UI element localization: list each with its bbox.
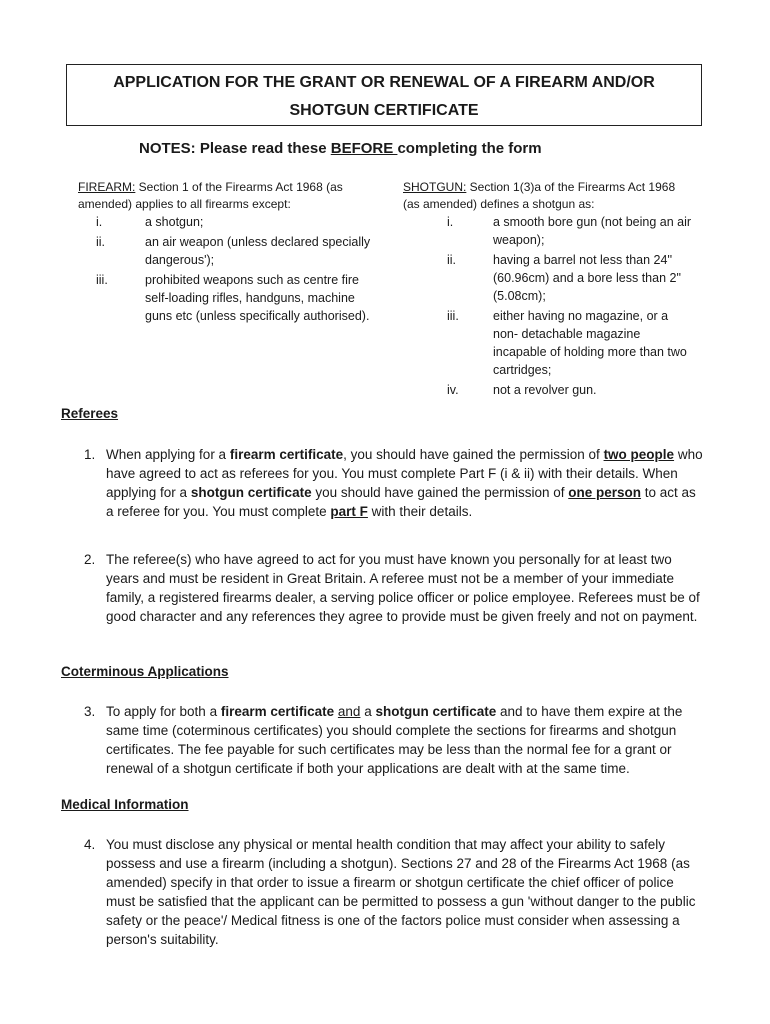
bold-underlined-text: one person	[568, 485, 642, 500]
paragraph-text	[106, 445, 704, 521]
list-item	[78, 233, 378, 269]
bold-text: shotgun certificate	[375, 704, 497, 719]
text-run: to act as a referee for you. You must complete	[106, 485, 696, 519]
notes-emphasis: BEFORE	[330, 140, 398, 157]
list-item	[78, 213, 378, 231]
shotgun-intro	[403, 179, 695, 213]
list-item-number: i.	[96, 215, 103, 229]
bold-underlined-text: two people	[603, 447, 675, 462]
notes-suffix: completing the form	[397, 140, 542, 157]
form-title-line2: SHOTGUN CERTIFICATE	[289, 102, 479, 119]
paragraph-number: 1.	[84, 447, 96, 462]
list-item-text: an air weapon (unless declared specially dangerous');	[145, 235, 371, 267]
coterminous-paragraph-3	[84, 702, 704, 778]
firearm-definition	[78, 179, 378, 327]
paragraph-text: You must disclose any physical or mental health condition that may affect your ability to safely possess and use a firearm (including a shotgun). Sections 27 and 28 of the Firearms Act 1968 (as amended) specify in that order to issue a firearm or shotgun certificate the chief officer of police must be satisfied that the applicant can be permitted to possess a gun 'without danger to the public safety or the peace'/ Medical fitness is one of the factors police must consider when assessing a person's suitability.	[106, 837, 696, 947]
shotgun-intro-text: Section 1(3)a of the Firearms Act 1968 (as amended) defines a shotgun as:	[403, 180, 676, 211]
list-item-text: having a barrel not less than 24'' (60.96cm) and a bore less than 2" (5.08cm);	[493, 253, 681, 303]
medical-heading: Medical Information	[61, 797, 189, 812]
firearm-intro-text: Section 1 of the Firearms Act 1968 (as amended) applies to all firearms except:	[78, 180, 343, 211]
paragraph-number: 4.	[84, 837, 96, 852]
firearm-exceptions-list	[78, 213, 378, 325]
coterminous-heading: Coterminous Applications	[61, 664, 229, 679]
shotgun-label: SHOTGUN:	[403, 180, 467, 194]
notes-heading	[139, 140, 542, 157]
text-run: To apply for both a	[106, 704, 221, 719]
form-title-line1: APPLICATION FOR THE GRANT OR RENEWAL OF A FIREARM AND/OR	[113, 74, 655, 91]
list-item	[403, 381, 695, 399]
list-item	[403, 213, 695, 249]
bold-text: shotgun certificate	[190, 485, 312, 500]
list-item-number: i.	[447, 215, 454, 229]
referees-paragraph-2	[84, 550, 704, 626]
firearm-label: FIREARM:	[78, 180, 136, 194]
bold-text: firearm certificate	[229, 447, 344, 462]
list-item	[403, 251, 695, 305]
underlined-text: and	[337, 704, 361, 719]
text-run: and to have them expire at the same time (coterminous certificates) you should complete the sections for firearms and shotgun certificates. The fee payable for such certificates may be less than the normal fee for a grant or renewal of a shotgun certificate if both your applications are dealt with at the same time.	[106, 704, 683, 776]
bold-underlined-text: part F	[330, 504, 368, 519]
text-run: who have agreed to act as referees for you. You must complete Part F (i & ii) with their details. When applying for a	[106, 447, 703, 500]
text-run: When applying for a	[106, 447, 230, 462]
text-run: with their details.	[367, 504, 473, 519]
list-item-text: a shotgun;	[145, 215, 204, 229]
shotgun-criteria-list	[403, 213, 695, 399]
list-item	[403, 307, 695, 379]
list-item-text: not a revolver gun.	[493, 383, 597, 397]
list-item-number: iii.	[96, 273, 108, 287]
list-item-number: ii.	[447, 253, 457, 267]
notes-prefix: NOTES: Please read these	[139, 140, 331, 157]
form-title-box	[66, 64, 702, 126]
list-item-number: ii.	[96, 235, 106, 249]
bold-text: firearm certificate	[220, 704, 335, 719]
list-item-text: prohibited weapons such as centre fire self-loading rifles, handguns, machine guns etc (unless specifically authorised).	[145, 273, 370, 323]
text-run: , you should have gained the permission of	[343, 447, 604, 462]
paragraph-text	[106, 702, 704, 778]
paragraph-text: The referee(s) who have agreed to act for you must have known you personally for at least two years and must be resident in Great Britain. A referee must not be a member of your immediate family, a registered firearms dealer, a serving police officer or police employee. Referees must be of good character and any references they agree to provide must be given freely and not on payment.	[106, 552, 700, 624]
firearm-intro	[78, 179, 378, 213]
list-item-number: iv.	[447, 383, 459, 397]
shotgun-definition	[403, 179, 695, 401]
paragraph-number: 3.	[84, 704, 96, 719]
text-run: a	[360, 704, 376, 719]
list-item-number: iii.	[447, 309, 459, 323]
paragraph-number: 2.	[84, 552, 96, 567]
list-item-text: either having no magazine, or a non- detachable magazine incapable of holding more than two cartridges;	[493, 309, 687, 377]
referees-heading: Referees	[61, 406, 119, 421]
referees-paragraph-1	[84, 445, 704, 521]
text-run: you should have gained the permission of	[311, 485, 569, 500]
medical-paragraph-4	[84, 835, 704, 949]
list-item	[78, 271, 378, 325]
list-item-text: a smooth bore gun (not being an air weapon);	[493, 215, 692, 247]
